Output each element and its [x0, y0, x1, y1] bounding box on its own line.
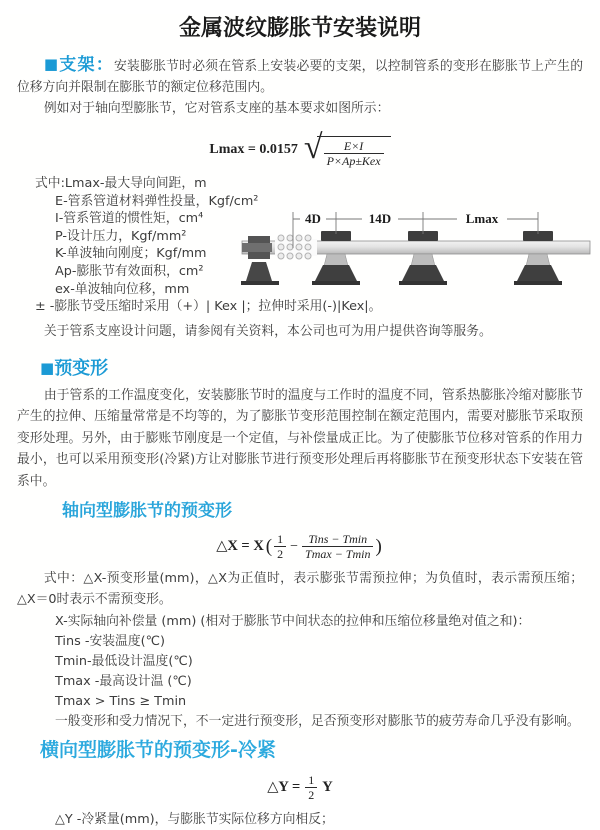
- lateral-note-line: △Y -冷紧量(mm)，与膨胀节实际位移方向相反；: [55, 812, 334, 828]
- section-square-icon: ■: [43, 55, 60, 73]
- temperature-fraction: [302, 532, 373, 561]
- formula1-fraction: [324, 139, 384, 168]
- parameter-line: Tmax > Tins ≥ Tmin: [55, 694, 187, 710]
- guide-support: [312, 231, 360, 285]
- axial-parameter-list: [55, 612, 600, 732]
- support-intro-text: 安装膨胀节时必须在管系上安装必要的支架，以控制管系的变形在膨胀节上产生的位移方向并限制在膨胀节的额定位移范围内。: [17, 59, 584, 95]
- half-fraction: [305, 773, 317, 802]
- formula1-numerator: E×I: [343, 138, 364, 153]
- formula3-rhs: Y: [322, 778, 333, 795]
- formula1-lhs: Lmax = 0.0157: [209, 141, 298, 157]
- parameter-line: 一般变形和受力情况下，不一定进行预变形，足否预变形对膨胀节的疲劳寿命几乎没有影响。: [55, 714, 580, 730]
- definition-line: K-单波轴向刚度；Kgf/mm: [55, 246, 207, 262]
- dim-label-14d: 14D: [368, 211, 392, 226]
- parameter-line: Tmax -最高设计温 (℃): [55, 674, 192, 690]
- parameter-line: Tins -安装温度(℃): [55, 634, 165, 650]
- temp-numerator: Tins − Tmin: [308, 531, 368, 546]
- half-denominator: 2: [305, 787, 317, 802]
- formula1-denominator: P×Ap±Kex: [324, 153, 384, 168]
- dim-label-4d: 4D: [305, 211, 321, 226]
- parameter-line: X-实际轴向补偿量 (mm) (相对于膨胀节中间状态的拉伸和压缩位移量绝对值之和)：: [55, 614, 531, 630]
- dim-label-lmax: Lmax: [465, 211, 499, 226]
- axial-formula-explain: 式中：△X-预变形量(mm)，△X为正值时，表示膨张节需预拉伸；为负值时，表示需预压缩；△X＝0时表示不需预变形。: [17, 571, 583, 608]
- definition-line: I-管系管道的惯性矩，cm⁴: [55, 211, 204, 227]
- right-paren: ): [375, 535, 382, 557]
- temp-denominator: Tmax − Tmin: [302, 546, 373, 561]
- lateral-preform-formula: [0, 770, 600, 804]
- formula3-lhs: △Y =: [267, 778, 301, 795]
- left-paren: (: [265, 535, 273, 557]
- guide-spacing-formula: [0, 129, 600, 169]
- minus-sign: −: [290, 538, 299, 554]
- bellows-coils: [275, 235, 317, 259]
- half-numerator: 1: [308, 772, 315, 787]
- section-square-icon: ■: [40, 358, 55, 377]
- axial-preform-formula: [0, 528, 600, 564]
- preform-paragraph: 由于管系的工作温度变化，安装膨胀节时的温度与工作时的温度不同，管系热膨胀冷缩对膨胀节产生的拉伸、压缩量常常是不均等的，为了膨胀节变形范围控制在额定范围内，需要对膨胀节采取预变形处理。另外，由于膨账节刚度是一个定值，与补偿量成正比。为了使膨胀节位移对管系的作用力最小，也可以采用预变形(冷紧)方让对膨胀节进行预变形处理后再将膨胀节在预变形状态下安装在管系中。: [17, 387, 583, 489]
- support-intro-paragraph: [17, 54, 583, 98]
- guide-support: [514, 231, 562, 285]
- axial-preform-heading: 轴向型膨胀节的预变形: [62, 501, 232, 522]
- support-example-line: 例如对于轴向型膨胀节，它对管系支座的基本要求如图所示：: [43, 101, 390, 116]
- document-page: [0, 14, 600, 828]
- formula2-lhs: △X = X: [216, 537, 264, 554]
- pipe-support-diagram: [236, 204, 596, 300]
- half-denominator: 2: [274, 546, 286, 561]
- definition-line: P-设计压力，Kgf/mm²: [55, 228, 187, 244]
- preform-section-heading: [40, 356, 600, 381]
- sqrt-radical: [303, 128, 391, 168]
- definition-line: E-管系管道材料弹性投量，Kgf/cm²: [55, 193, 259, 209]
- support-section-heading: [44, 55, 114, 75]
- definition-line: Ap-膨胀节有效面积，cm²: [55, 263, 204, 279]
- half-fraction: [274, 532, 286, 561]
- support-heading-label: 支架：: [59, 55, 115, 75]
- definition-line: ex-单波轴向位移，mm: [55, 281, 190, 297]
- parameter-line: Tmin-最低设计温度(℃): [55, 654, 193, 670]
- page-title: 金属波纹膨胀节安装说明: [178, 16, 421, 41]
- preform-heading-label: 预变形: [54, 357, 109, 379]
- definition-line: ± -膨胀节受压缩时采用（+）| Kex |；拉伸时采用(-)|Kex|。: [35, 299, 382, 315]
- radical-sign: √: [303, 128, 323, 166]
- lateral-preform-heading: 横向型膨胀节的预变形-冷紧: [40, 739, 276, 762]
- support-note-line: 关于管系支座设计问题，请参阅有关资料，本公司也可为用户提供咨询等服务。: [43, 323, 492, 339]
- radicand: [317, 136, 391, 168]
- definition-line: 式中:Lmax-最大导向间距，m: [35, 176, 207, 191]
- guide-support: [399, 231, 447, 285]
- half-numerator: 1: [277, 531, 284, 546]
